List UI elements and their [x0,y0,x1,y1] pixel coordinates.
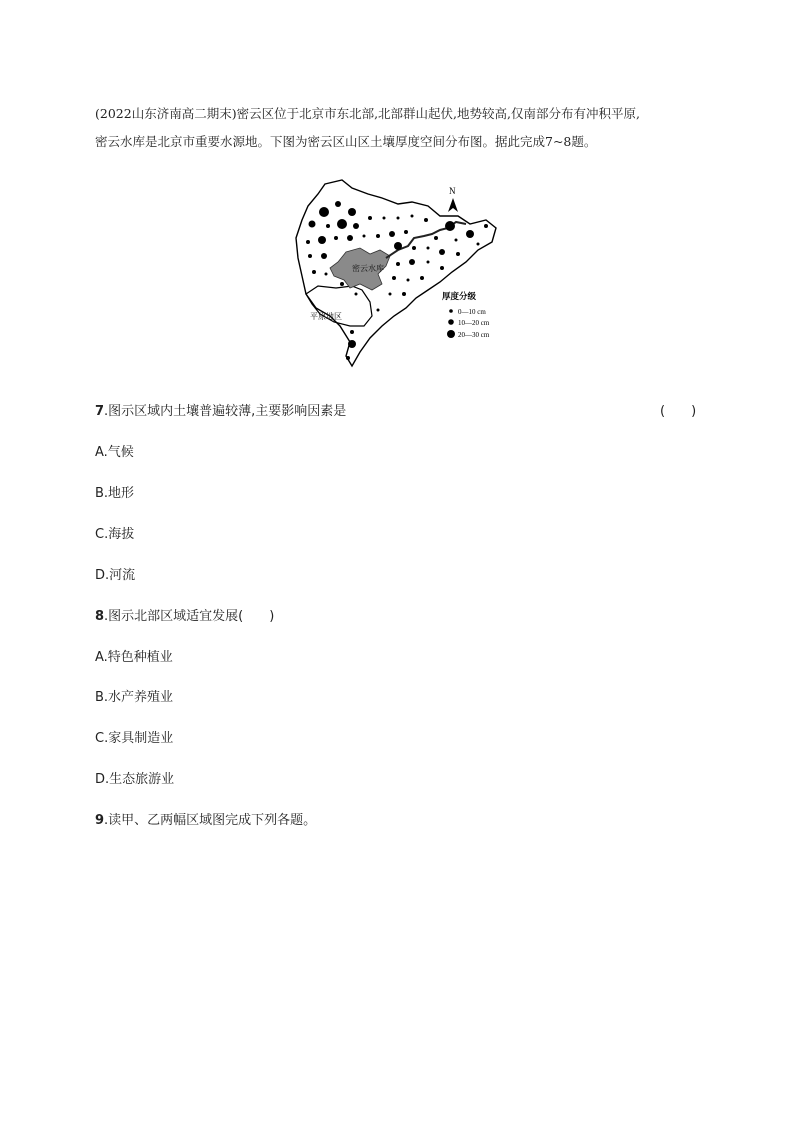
question-7-text: .图示区域内土壤普遍较薄,主要影响因素是 [104,404,347,419]
soil-dot [455,239,458,242]
soil-dot [376,234,380,238]
legend-title: 厚度分级 [442,291,477,301]
soil-dot [396,262,400,266]
question-7-option-d: D.河流 [95,568,136,583]
question-9-text: .读甲、乙两幅区域图完成下列各题。 [104,813,317,828]
soil-dot [348,208,356,216]
soil-dot [321,253,327,259]
soil-dot [318,236,326,244]
soil-dot [326,224,330,228]
question-8-text: .图示北部区域适宜发展( ) [104,609,275,624]
soil-dot [397,217,400,220]
soil-dot [337,219,347,229]
soil-dot [319,207,329,217]
soil-dot [407,279,410,282]
legend-dot-medium [448,319,454,325]
soil-dot [363,235,366,238]
soil-dot [309,221,316,228]
soil-dot [368,216,372,220]
soil-dot [389,293,392,296]
soil-dot [383,217,386,220]
question-8-option-d: D.生态旅游业 [95,772,175,787]
question-7-option-c: C.海拔 [95,527,135,542]
soil-dot [424,218,428,222]
legend-dot-large [447,330,455,338]
question-7-answer-blank: ( ) [660,404,697,419]
soil-dot [402,292,406,296]
soil-dot [392,276,396,280]
soil-dot [445,221,455,231]
map-svg [290,176,510,370]
soil-dot [434,236,438,240]
soil-dot [439,249,445,255]
legend-dot-small [449,309,453,313]
soil-dot [411,215,414,218]
question-7-number: 7 [95,404,105,419]
legend-item-3: 20—30 cm [458,331,490,339]
soil-dot [350,330,354,334]
soil-dot [355,293,358,296]
plain-area-label: 平原地区 [310,312,342,321]
soil-dot [477,243,480,246]
soil-dot [389,231,395,237]
soil-dot [484,224,488,228]
soil-dot [346,356,350,360]
question-8 [95,605,274,624]
soil-thickness-map [290,176,510,370]
soil-dot [348,340,356,348]
question-9-number: 9 [95,813,105,828]
soil-dot [347,235,353,241]
soil-dot [335,201,341,207]
legend-item-2: 10—20 cm [458,319,490,327]
soil-dot [456,252,460,256]
question-7 [95,400,346,419]
north-arrow-icon [448,198,458,212]
soil-dot [353,223,359,229]
question-7-option-a: A.气候 [95,445,134,460]
soil-dot [440,266,444,270]
soil-dot [394,242,402,250]
question-9 [95,809,316,828]
soil-dot [420,276,424,280]
question-8-option-a: A.特色种植业 [95,650,173,665]
intro-paragraph [95,100,705,156]
question-7-option-b: B.地形 [95,486,135,501]
soil-dot [427,261,430,264]
soil-dot [377,309,380,312]
soil-dot [308,254,312,258]
soil-dot [404,230,408,234]
soil-dot [427,247,430,250]
soil-dot [312,270,316,274]
soil-dot [409,259,415,265]
intro-line-2: 密云水库是北京市重要水源地。下图为密云区山区土壤厚度空间分布图。据此完成7~8题。 [95,134,597,149]
soil-dot [466,230,474,238]
question-8-option-b: B.水产养殖业 [95,690,174,705]
reservoir-label: 密云水库 [352,264,384,273]
intro-line-1: (2022山东济南高二期末)密云区位于北京市东北部,北部群山起伏,地势较高,仅南部分布有冲积平原, [95,106,640,121]
north-letter: N [449,186,456,196]
question-8-option-c: C.家具制造业 [95,731,174,746]
soil-dot [340,282,344,286]
soil-dot [325,273,328,276]
legend-item-1: 0—10 cm [458,308,486,316]
question-8-number: 8 [95,609,105,624]
soil-dot [412,246,416,250]
soil-dot [334,236,338,240]
soil-dot [306,240,310,244]
